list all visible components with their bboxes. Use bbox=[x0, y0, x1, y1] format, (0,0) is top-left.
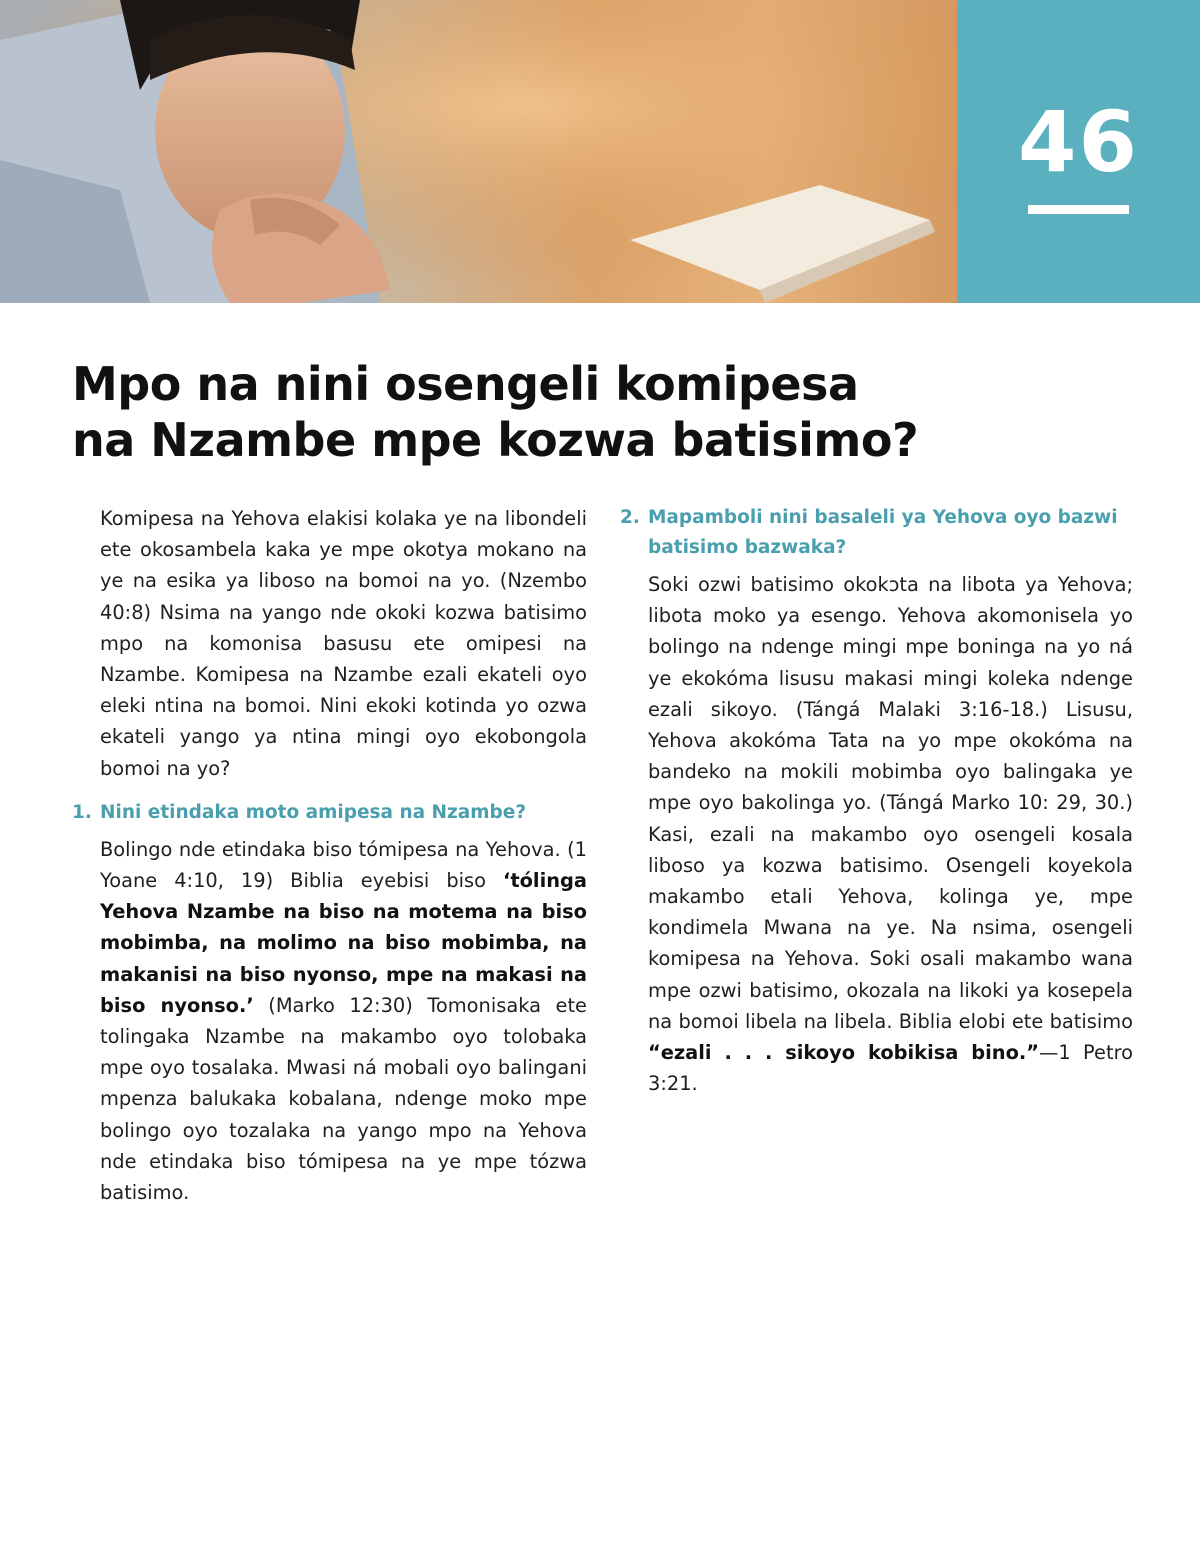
question-2-number: 2. bbox=[620, 507, 640, 528]
question-2-heading bbox=[620, 503, 1133, 563]
header-photo bbox=[0, 0, 957, 303]
left-column bbox=[72, 503, 587, 1208]
lesson-number: 46 bbox=[1018, 93, 1139, 191]
right-column bbox=[620, 503, 1133, 1099]
answer-2-paragraph bbox=[620, 569, 1133, 1099]
lesson-badge bbox=[957, 0, 1200, 303]
question-1-number: 1. bbox=[72, 801, 92, 823]
title-line-2: na Nzambe mpe kozwa batisimo? bbox=[72, 413, 919, 467]
answer-2-quote: “ezali . . . sikoyo kobikisa bino.” bbox=[648, 1041, 1040, 1065]
lesson-number-underline bbox=[1028, 205, 1129, 214]
title-line-1: Mpo na nini osengeli komipesa bbox=[72, 357, 859, 411]
answer-1-paragraph bbox=[72, 834, 587, 1208]
answer-1-text-after: (Marko 12:30) Tomonisaka ete tolingaka Nzambe na makambo oyo tolobaka mpe oyo tosalaka. Mwasi ná mobali oyo balingani mpenza balukaka kobalana, ndenge moko mpe bolingo oyo tozalaka na yango mpo na Yehova nde etindaka biso tómipesa na ye mpe tózwa batisimo. bbox=[100, 993, 587, 1205]
page-title bbox=[72, 356, 972, 468]
question-2-text: Mapamboli nini basaleli ya Yehova oyo bazwi batisimo bazwaka? bbox=[648, 507, 1118, 558]
praying-man-photo-icon bbox=[0, 0, 957, 303]
answer-1-text-before: Bolingo nde etindaka biso tómipesa na Yehova. (1 Yoane 4:10, 19) Biblia eyebisi biso bbox=[100, 837, 587, 893]
answer-2-text-after: —1 Petro 3:21. bbox=[648, 1041, 1133, 1096]
answer-2-text-before: Soki ozwi batisimo okokɔta na libota ya Yehova; libota moko ya esengo. Yehova akomonisela yo bolingo na ndenge mingi mpe boninga na yo ná ye ekokóma lisusu makasi mingi koleka ndenge ezali sikoyo. (Tángá Malaki 3:16-18.) Lisusu, Yehova akokóma Tata na yo mpe okokóma na bandeko na mokili mobimba oyo balingaka ye mpe oyo bakolinga yo. (Tángá Marko 10: 29, 30.) Kasi, ezali na makambo oyo osengeli kosala liboso ya kozwa batisimo. Osengeli koyekola makambo etali Yehova, kolinga ye, mpe kondimela Mwana na ye. Na nsima, osengeli komipesa na Yehova. Soki osali makambo wana mpe ozwi batisimo, okozala na likoki ya kosepela na bomoi libela na libela. Biblia elobi ete batisimo bbox=[648, 573, 1133, 1033]
question-1-heading bbox=[72, 798, 587, 828]
intro-paragraph: Komipesa na Yehova elakisi kolaka ye na libondeli ete okosambela kaka ye mpe okotya mokano na ye na esika ya liboso na bomoi na yo. (Nzembo 40:8) Nsima na yango nde okoki kozwa batisimo mpo na komonisa basusu ete omipesi na Nzambe. Komipesa na Nzambe ezali ekateli oyo eleki ntina na bomoi. Nini ekoki kotinda yo ozwa ekateli yango ya ntina mingi oyo ekobongola bomoi na yo? bbox=[100, 507, 587, 780]
answer-1-quote: ‘tólinga Yehova Nzambe na biso na motema na biso mobimba, na molimo na biso mobimba, na makanisi na biso nyonso, mpe na makasi na biso nyonso.’ bbox=[100, 869, 587, 1017]
question-1-text: Nini etindaka moto amipesa na Nzambe? bbox=[100, 801, 527, 823]
